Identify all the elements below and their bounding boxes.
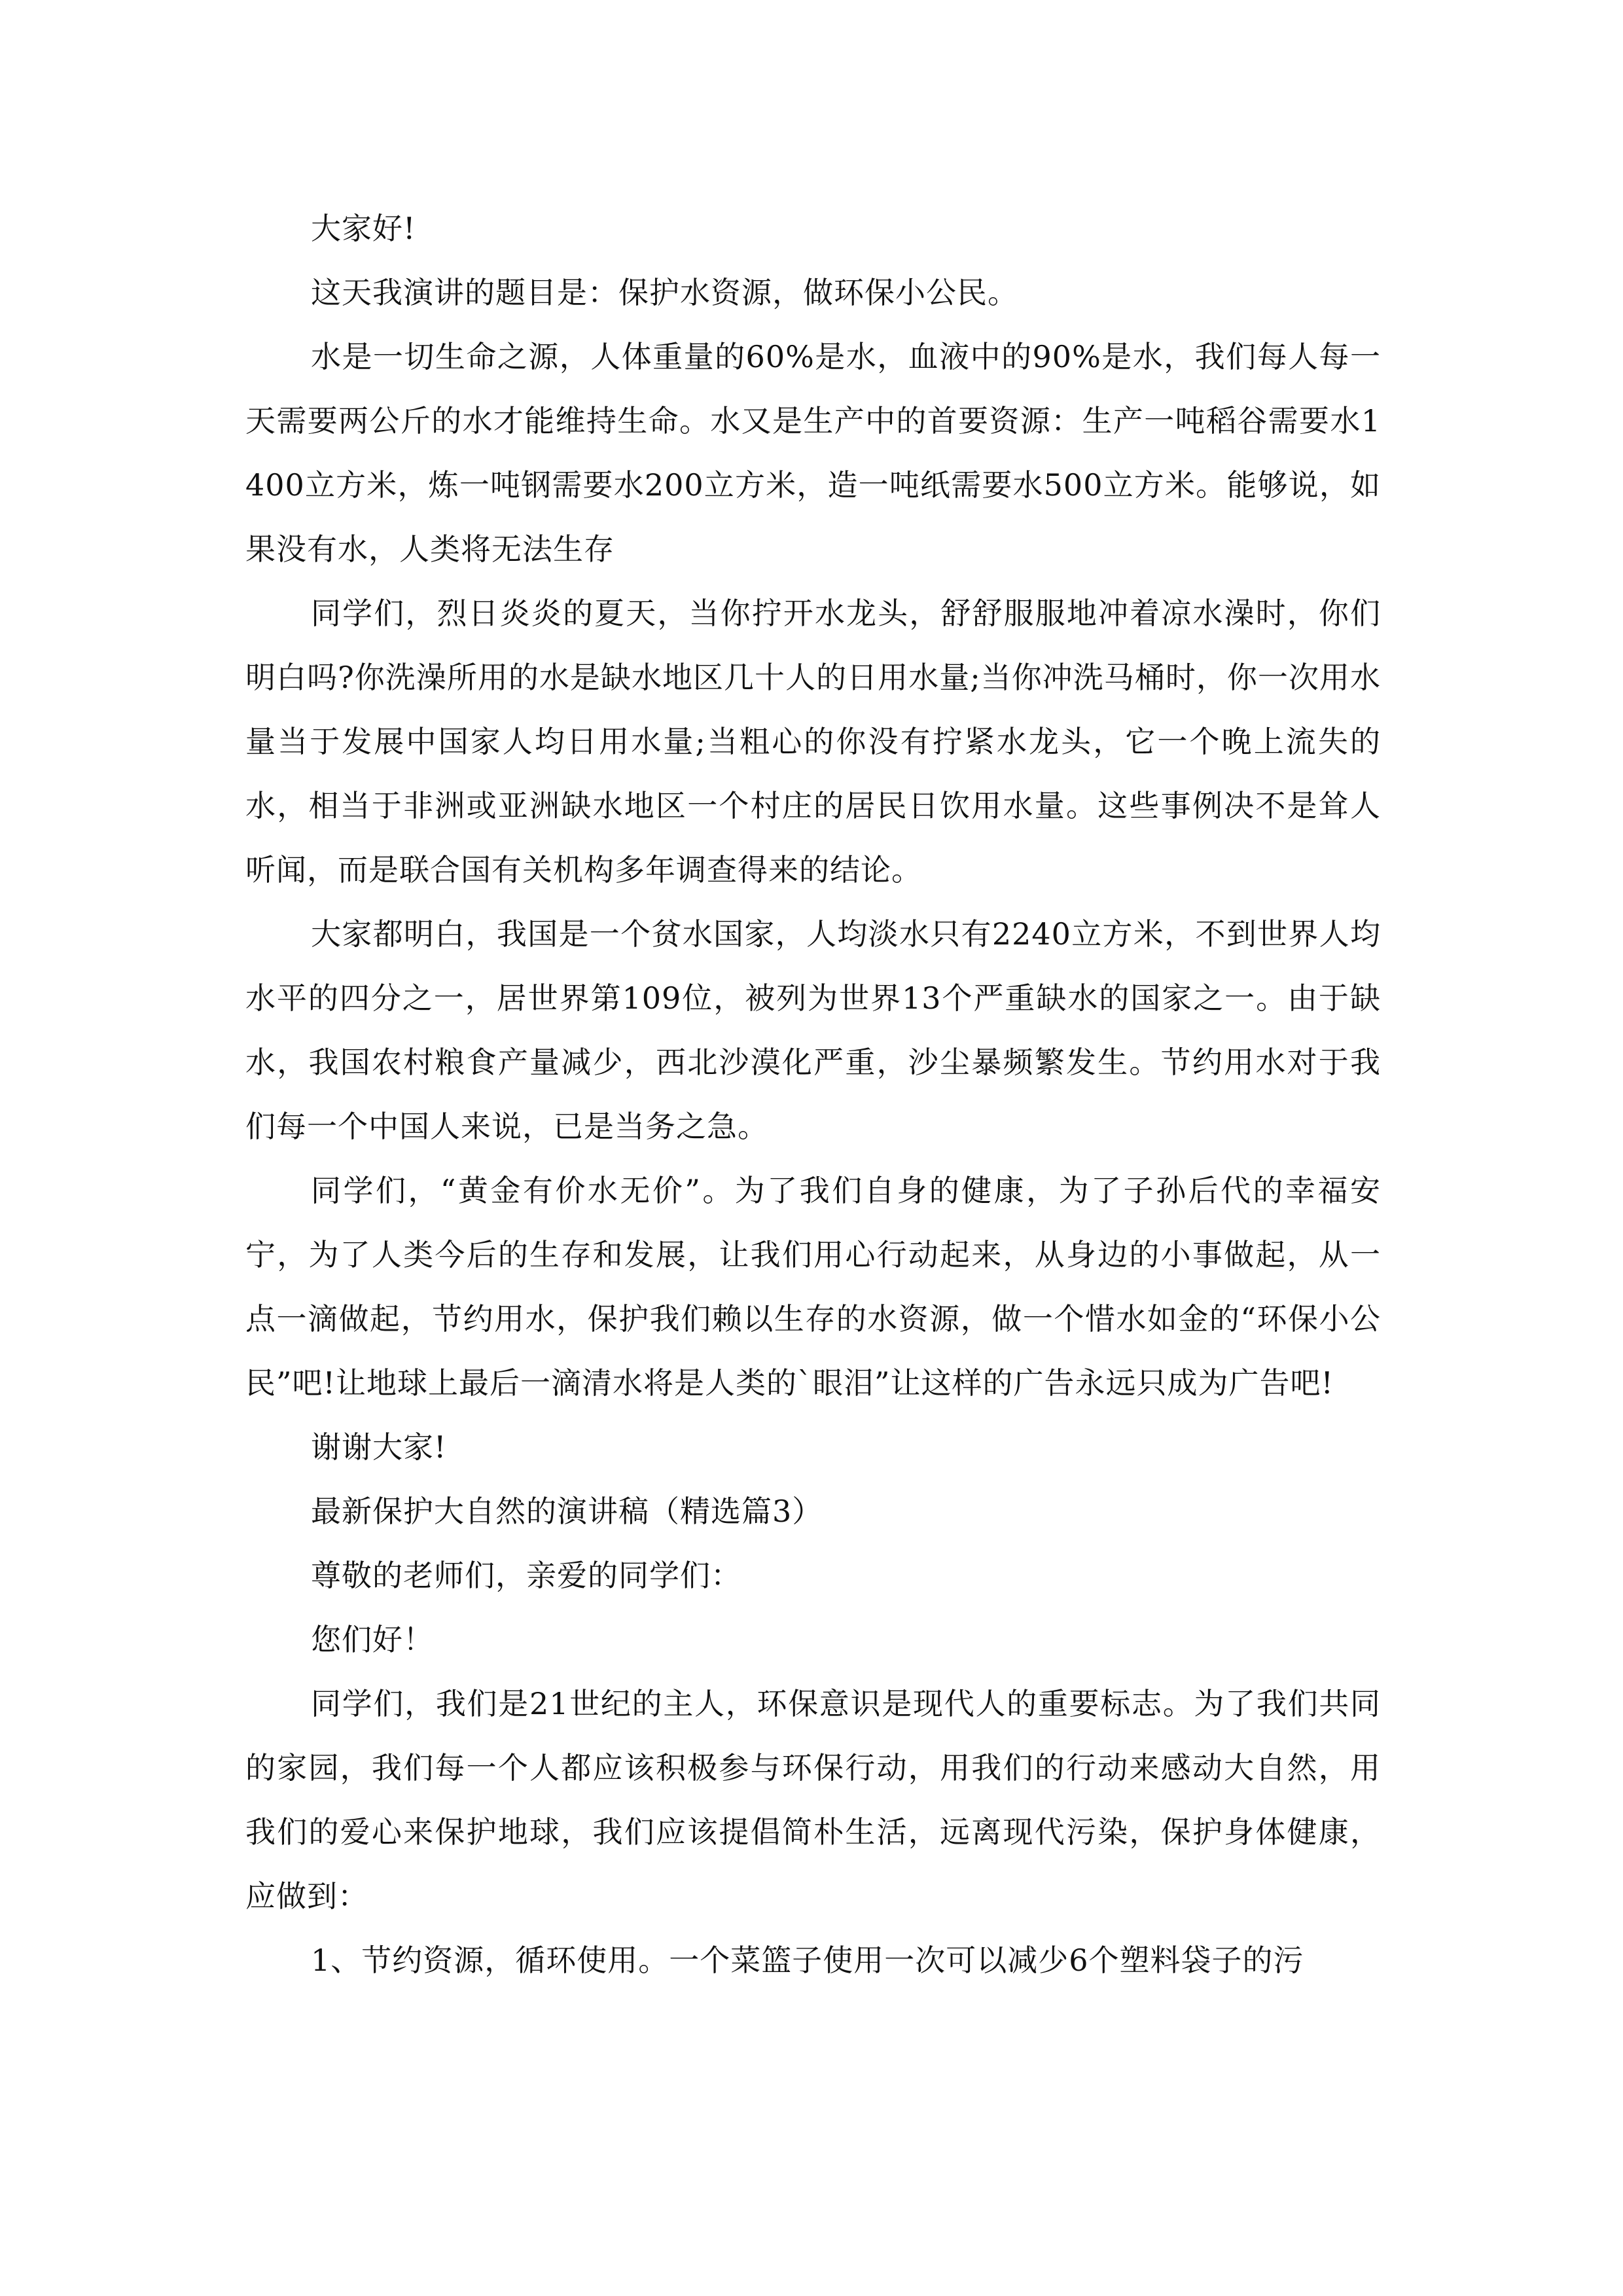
water-shortage-paragraph: 大家都明白，我国是一个贫水国家，人均淡水只有2240立方米，不到世界人均水平的四分之一，居世界第109位，被列为世界13个严重缺水的国家之一。由于缺水，我国农村粮食产量减少，西北沙漠化严重，沙尘暴频繁发生。节约用水对于我们每一个中国人来说，已是当务之急。 (245, 916, 1381, 1144)
speech-topic-paragraph: 这天我演讲的题目是：保护水资源，做环保小公民。 (311, 275, 1018, 310)
water-importance-paragraph: 水是一切生命之源，人体重量的60%是水，血液中的90%是水，我们每人每一天需要两公斤的水才能维持生命。水又是生产中的首要资源：生产一吨稻谷需要水1400立方米，炼一吨钢需要水200立方米，造一吨纸需要水500立方米。能够说，如果没有水，人类将无法生存 (245, 339, 1381, 567)
thanks-paragraph: 谢谢大家! (311, 1429, 447, 1465)
list-item-1: 1、节约资源，循环使用。一个菜篮子使用一次可以减少6个塑料袋子的污 (311, 1943, 1304, 1978)
greeting-paragraph: 大家好! (311, 211, 416, 246)
call-to-action-paragraph: 同学们，“黄金有价水无价”。为了我们自身的健康，为了子孙后代的幸福安宁，为了人类今后的生存和发展，让我们用心行动起来，从身边的小事做起，从一点一滴做起，节约用水，保护我们赖以生存的水资源，做一个惜水如金的“环保小公民”吧!让地球上最后一滴清水将是人类的`眼泪”让这样的广告永远只成为广告吧! (245, 1173, 1381, 1401)
section-title: 最新保护大自然的演讲稿（精选篇3） (311, 1494, 823, 1529)
hello-paragraph: 您们好！ (311, 1622, 434, 1657)
salutation-paragraph: 尊敬的老师们，亲爱的同学们： (311, 1558, 741, 1593)
water-waste-paragraph: 同学们，烈日炎炎的夏天，当你拧开水龙头，舒舒服服地冲着凉水澡时，你们明白吗?你洗澡所用的水是缺水地区几十人的日用水量;当你冲洗马桶时，你一次用水量当于发展中国家人均日用水量;当粗心的你没有拧紧水龙头，它一个晚上流失的水，相当于非洲或亚洲缺水地区一个村庄的居民日饮用水量。这些事例决不是耸人听闻，而是联合国有关机构多年调查得来的结论。 (245, 596, 1381, 888)
environmental-awareness-paragraph: 同学们，我们是21世纪的主人，环保意识是现代人的重要标志。为了我们共同的家园，我们每一个人都应该积极参与环保行动，用我们的行动来感动大自然，用我们的爱心来保护地球，我们应该提倡简朴生活，远离现代污染，保护身体健康，应做到： (245, 1686, 1381, 1914)
document-body (245, 196, 1381, 1992)
